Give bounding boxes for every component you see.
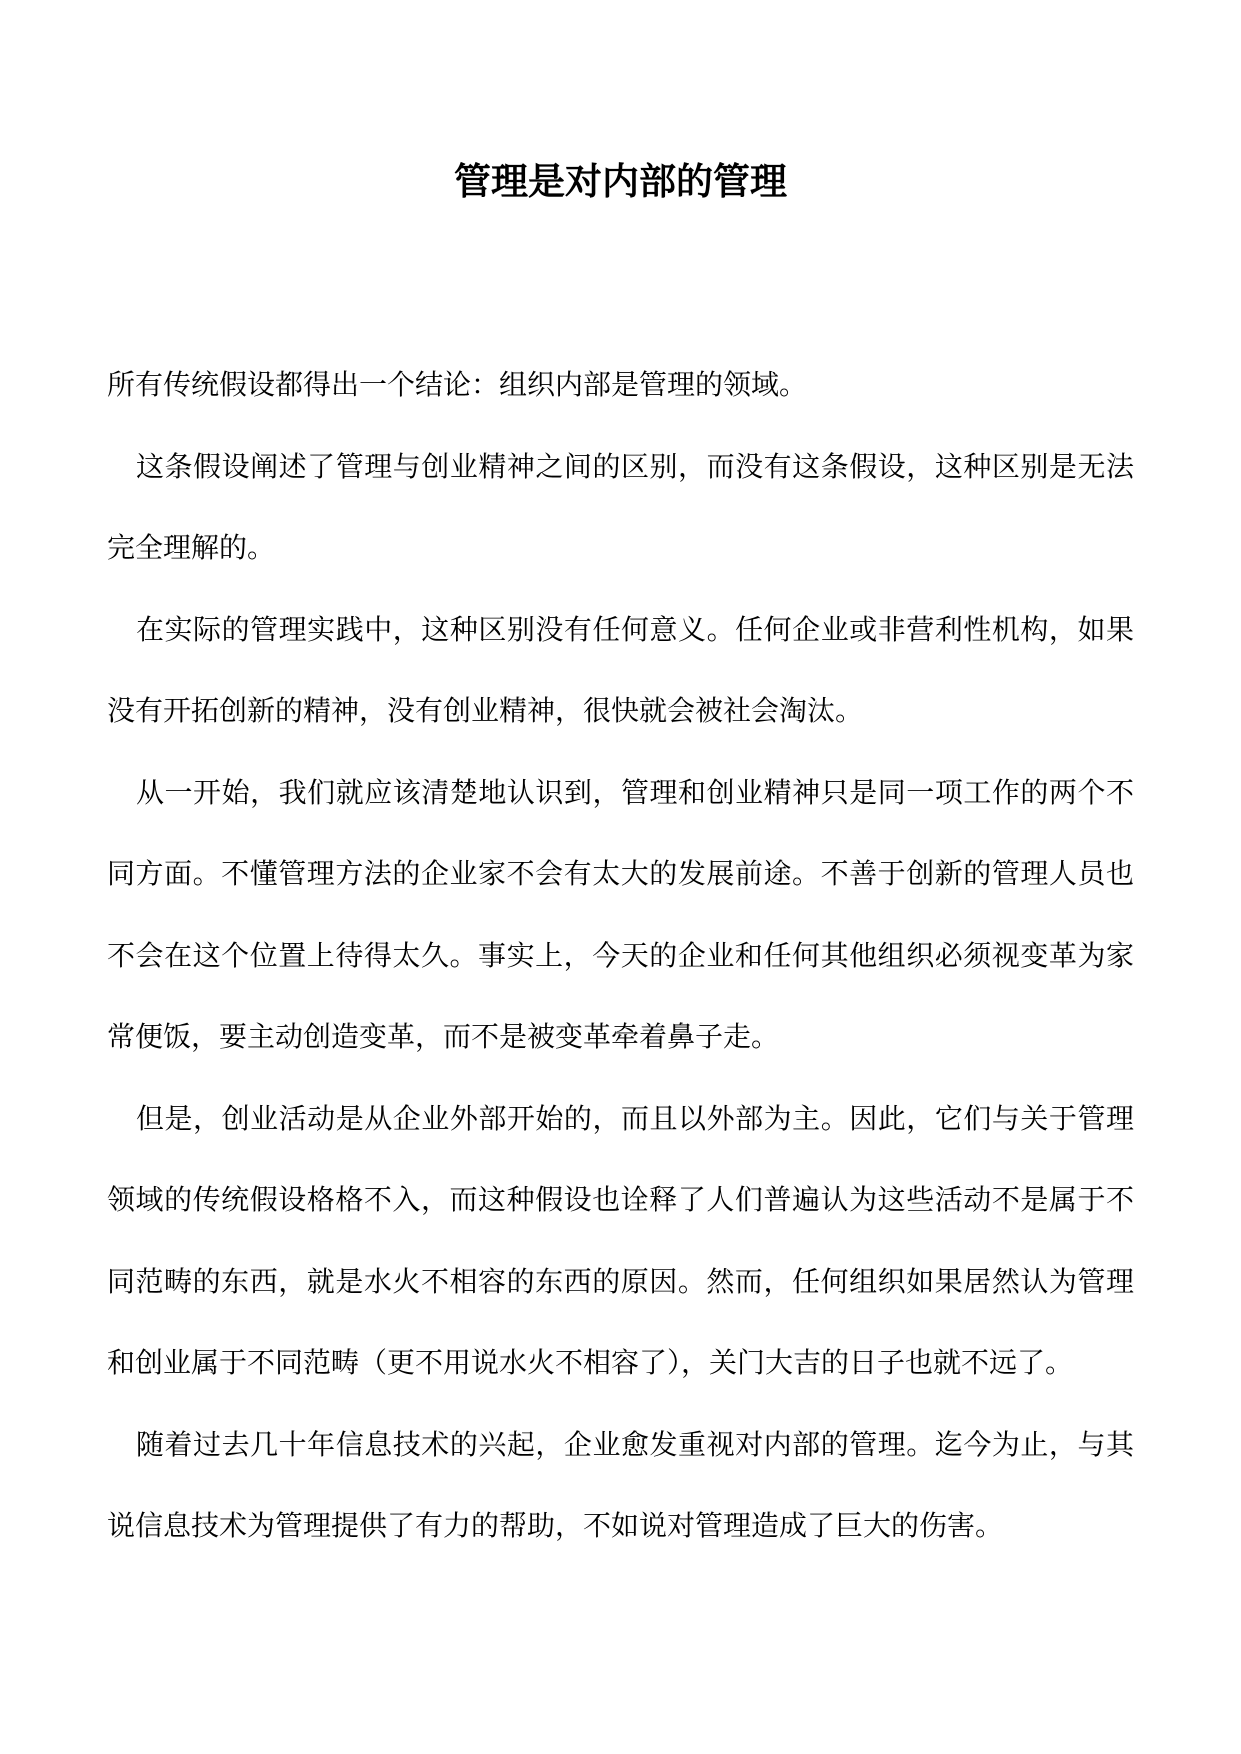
paragraph: 随着过去几十年信息技术的兴起，企业愈发重视对内部的管理。迄今为止，与其说信息技术为管理提供了有力的帮助，不如说对管理造成了巨大的伤害。 xyxy=(107,1427,1134,1542)
paragraph: 所有传统假设都得出一个结论：组织内部是管理的领域。 xyxy=(107,368,808,401)
paragraph: 但是，创业活动是从企业外部开始的，而且以外部为主。因此，它们与关于管理领域的传统假设格格不入，而这种假设也诠释了人们普遍认为这些活动不是属于不同范畴的东西，就是水火不相容的东西的原因。然而，任何组织如果居然认为管理和创业属于不同范畴（更不用说水火不相容了），关门大吉的日子也就不远了。 xyxy=(107,1101,1134,1379)
document-title: 管理是对内部的管理 xyxy=(454,159,787,203)
paragraph: 这条假设阐述了管理与创业精神之间的区别，而没有这条假设，这种区别是无法完全理解的。 xyxy=(107,449,1134,564)
document-body xyxy=(107,344,1134,1567)
paragraph: 在实际的管理实践中，这种区别没有任何意义。任何企业或非营利性机构，如果没有开拓创新的精神，没有创业精神，很快就会被社会淘汰。 xyxy=(107,612,1134,727)
paragraph: 从一开始，我们就应该清楚地认识到，管理和创业精神只是同一项工作的两个不同方面。不懂管理方法的企业家不会有太大的发展前途。不善于创新的管理人员也不会在这个位置上待得太久。事实上，今天的企业和任何其他组织必须视变革为家常便饭，要主动创造变革，而不是被变革牵着鼻子走。 xyxy=(107,775,1134,1053)
